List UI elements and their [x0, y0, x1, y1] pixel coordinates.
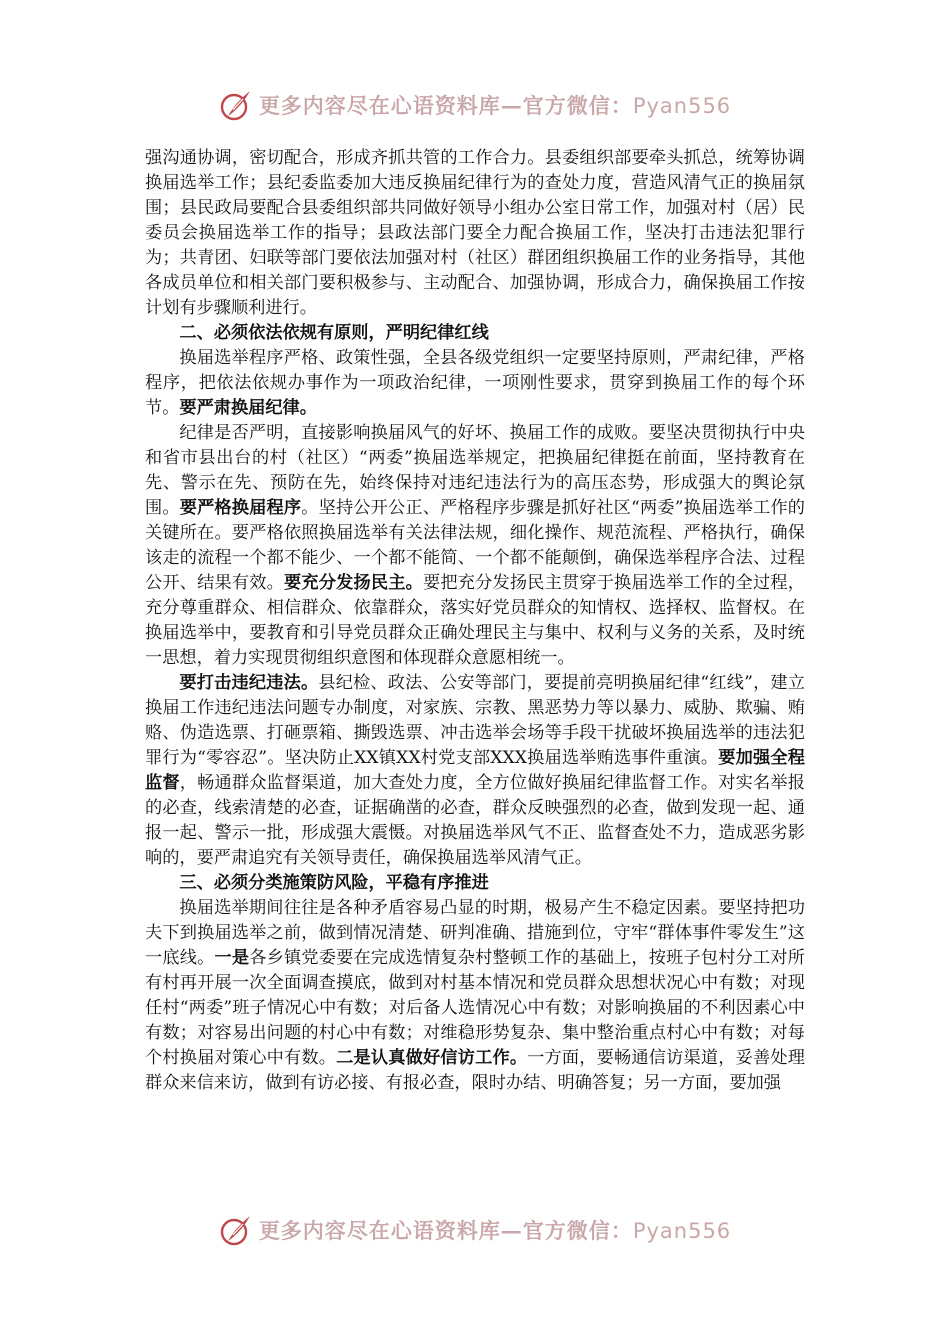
section-heading: [145, 871, 805, 896]
banner-text: 更多内容尽在心语资料库—官方微信：Pyan556: [258, 93, 732, 118]
bold-run: 二、必须依法依规有原则，严明纪律红线: [179, 323, 489, 343]
bold-run: 要严肃换届纪律。: [179, 398, 317, 418]
text-run: 要把充分发扬民主贯穿于换届选举工作的全过程，充分尊重群众、相信群众、依靠群众，落实好党员群众的知情权、选择权、监督权。在换届选举中，要教育和引导党员群众正确处理民主与集中、权利与义务的关系，及时统一思想，着力实现贯彻组织意图和体现群众意愿相统一。: [145, 573, 805, 668]
text-run: 强沟通协调，密切配合，形成齐抓共管的工作合力。县委组织部要牵头抓总，统筹协调换届选举工作；县纪委监委加大违反换届纪律行为的查处力度，营造风清气正的换届氛围；县民政局要配合县委组织部共同做好领导小组办公室日常工作，加强对村（居）民委员会换届选举工作的指导；县政法部门要全力配合换届工作，坚决打击违法犯罪行为；共青团、妇联等部门要依法加强对村（社区）群团组织换届工作的业务指导，其他各成员单位和相关部门要积极参与、主动配合、加强协调，形成合力，确保换届工作按计划有步骤顺利进行。: [145, 148, 805, 318]
footer-watermark-banner: [0, 1205, 950, 1255]
quill-logo-icon: [219, 1213, 253, 1247]
text-run: 一方面，要畅通信访渠道，妥善处理群众来信来访，做到有访必接、有报必查，限时办结、明确答复；另一方面，要加强: [145, 1048, 805, 1093]
body-paragraph: [145, 421, 805, 671]
body-paragraph: [145, 346, 805, 421]
bold-run: 要严格换届程序: [179, 498, 302, 518]
text-run: 换届选举期间往往是各种矛盾容易凸显的时期，极易产生不稳定因素。要坚持把功夫下到换届选举之前，做到情况清楚、研判准确、措施到位，守牢“群体事件零发生”这一底线。: [145, 898, 805, 968]
document-body: [145, 146, 805, 1096]
quill-logo-icon: [219, 88, 253, 122]
bold-run: 要打击违纪违法。: [179, 673, 319, 693]
bold-run: 要充分发扬民主。: [283, 573, 423, 593]
bold-run: 一是: [214, 948, 250, 968]
text-run: ，畅通群众监督渠道，加大查处力度，全方位做好换届纪律监督工作。对实名举报的必查，线索清楚的必查，证据确凿的必查，群众反映强烈的必查，做到发现一起、通报一起、警示一批，形成强大震慑。对换届选举风气不正、监督查处不力，造成恶劣影响的，要严肃追究有关领导责任，确保换届选举风清气正。: [145, 773, 805, 868]
text-run: 纪律是否严明，直接影响换届风气的好坏、换届工作的成败。要坚决贯彻执行中央和省市县出台的村（社区）“两委”换届选举规定，把换届纪律挺在前面，坚持教育在先、警示在先、预防在先，始终保持对违纪违法行为的高压态势，形成强大的舆论氛围。: [145, 423, 805, 518]
header-watermark-banner: [0, 80, 950, 130]
banner-text: 更多内容尽在心语资料库—官方微信：Pyan556: [258, 1218, 732, 1243]
section-heading: [145, 321, 805, 346]
body-paragraph: [145, 896, 805, 1096]
body-paragraph: [145, 146, 805, 321]
bold-run: 要加强全程监督: [145, 748, 805, 793]
text-run: 。坚持公开公正、严格程序步骤是抓好社区“两委”换届选举工作的关键所在。要严格依照换届选举有关法律法规，细化操作、规范流程、严格执行，确保该走的流程一个都不能少、一个都不能简、一个都不能颠倒，确保选举程序合法、过程公开、结果有效。: [145, 498, 805, 593]
text-run: 县纪检、政法、公安等部门，要提前亮明换届纪律“红线”，建立换届工作违纪违法问题专办制度，对家族、宗教、黑恶势力等以暴力、威胁、欺骗、贿赂、伪造选票、打砸票箱、撕毁选票、冲击选举会场等手段干扰破坏换届选举的违法犯罪行为“零容忍”。坚决防止XX镇XX村党支部XXX换届选举贿选事件重演。: [145, 673, 805, 768]
bold-run: 三、必须分类施策防风险，平稳有序推进: [179, 873, 489, 893]
bold-run: 二是认真做好信访工作。: [336, 1048, 528, 1068]
text-run: 各乡镇党委要在完成选情复杂村整顿工作的基础上，按班子包村分工对所有村再开展一次全面调查摸底，做到对村基本情况和党员群众思想状况心中有数；对现任村“两委”班子情况心中有数；对后备人选情况心中有数；对影响换届的不利因素心中有数；对容易出问题的村心中有数；对维稳形势复杂、集中整治重点村心中有数；对每个村换届对策心中有数。: [145, 948, 805, 1068]
text-run: 换届选举程序严格、政策性强，全县各级党组织一定要坚持原则，严肃纪律，严格程序，把依法依规办事作为一项政治纪律，一项刚性要求，贯穿到换届工作的每个环节。: [145, 348, 805, 418]
body-paragraph: [145, 671, 805, 871]
